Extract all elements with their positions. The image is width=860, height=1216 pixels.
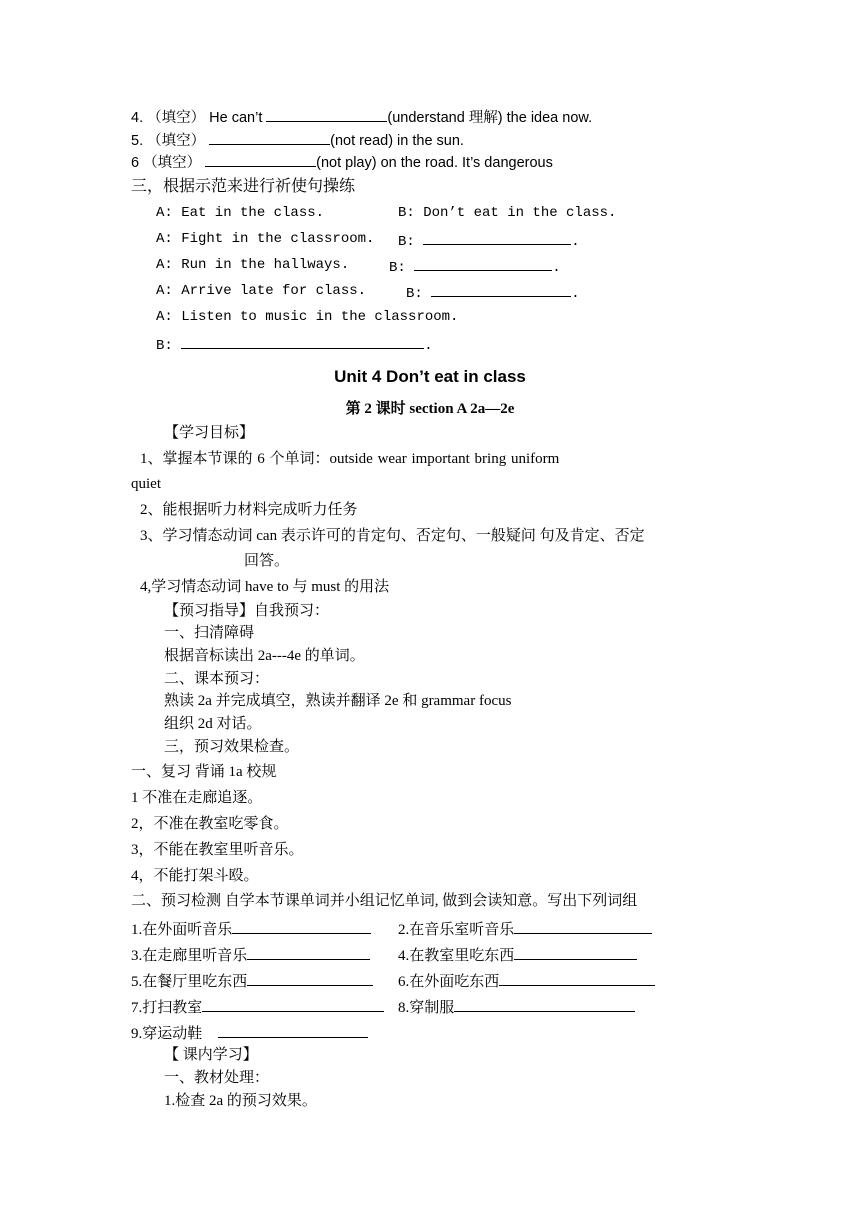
phrase-item [131,996,384,1018]
phrase-label: 1.在外面听音乐 [131,922,233,938]
drill-a: A: Run in the hallways. [156,257,350,273]
goal-2: 2、能根据听力材料完成听力任务 [140,502,358,518]
drill-a: A: Fight in the classroom. [156,231,375,247]
fill-item-4 [131,106,592,128]
answer-blank[interactable] [514,918,652,934]
drill-b-label: B: [398,234,424,250]
answer-blank[interactable] [454,996,635,1012]
drill-b-end: . [424,338,433,354]
phrase-item [398,918,652,940]
fill-item-text: 4. （填空） He can’t [131,110,267,126]
goals-heading: 【学习目标】 [164,425,255,441]
answer-blank[interactable] [232,918,371,934]
fill-item-text: (not play) on the road. It’s dangerous [316,155,553,171]
goal-3-cont: 回答。 [244,553,290,569]
preview-text: 组织 2d 对话。 [164,716,262,732]
material-heading: 一、教材处理： [164,1070,270,1086]
phrase-label: 5.在餐厅里吃东西 [131,974,248,990]
drill-b-label: B: [389,260,415,276]
answer-blank[interactable] [181,333,424,349]
phrase-item [131,918,371,940]
drill-a: A: Eat in the class. [156,205,325,221]
fill-item-text: (understand 理解) the idea now. [387,110,593,126]
preview-item: 二、课本预习： [164,671,270,687]
drill-a: A: Listen to music in the classroom. [156,309,459,325]
fill-item-text: 5. （填空） [131,133,210,149]
answer-blank[interactable] [218,1022,368,1038]
rule-item: 2，不准在教室吃零食。 [131,816,289,832]
inclass-heading: 【 课内学习】 [164,1047,258,1063]
drill-b [156,333,433,356]
phrase-label: 2.在音乐室听音乐 [398,922,515,938]
fill-item-6 [131,151,553,173]
phrase-label: 7.打扫教室 [131,1000,203,1016]
preview-text: 熟读 2a 并完成填空，熟读并翻译 2e 和 grammar focus [164,693,512,709]
answer-blank[interactable] [209,129,330,145]
answer-blank[interactable] [202,996,384,1012]
answer-blank[interactable] [499,970,655,986]
goal-3: 3、学习情态动词 can 表示许可的肯定句、否定句、一般疑问 句及肯定、否定 [140,528,645,544]
phrase-label: 3.在走廊里听音乐 [131,948,248,964]
drill-b-end: . [571,286,580,302]
preview-heading: 【预习指导】自我预习： [164,603,330,619]
answer-blank[interactable] [205,151,316,167]
phrase-label: 9.穿运动鞋 [131,1026,203,1042]
fill-item-5 [131,129,464,151]
fill-item-text: (not read) in the sun. [330,133,464,149]
check-heading: 二、预习检测 自学本节课单词并小组记忆单词, 做到会读知意。写出下列词组 [131,893,638,909]
answer-blank[interactable] [247,944,370,960]
goal-1: 1、掌握本节课的 6 个单词：outside wear important bring uniform [140,451,560,467]
answer-blank[interactable] [514,944,637,960]
answer-blank[interactable] [247,970,373,986]
goal-1-cont: quiet [131,476,161,492]
phrase-item [131,944,370,966]
phrase-label: 4.在教室里吃东西 [398,948,515,964]
fill-item-text: 6 （填空） [131,155,206,171]
drill-b: B: Don’t eat in the class. [398,205,617,221]
phrase-item [398,996,635,1018]
drill-b-label: B: [156,338,182,354]
drill-b [406,281,580,304]
drill-b [389,255,561,278]
rule-item: 4，不能打架斗殴。 [131,868,259,884]
answer-blank[interactable] [423,229,571,245]
material-item: 1.检查 2a 的预习效果。 [164,1093,317,1109]
drill-b-end: . [552,260,561,276]
drill-b-end: . [571,234,580,250]
drill-a: A: Arrive late for class. [156,283,367,299]
answer-blank[interactable] [266,106,387,122]
answer-blank[interactable] [414,255,552,271]
phrase-label: 8.穿制服 [398,1000,455,1016]
phrase-label: 6.在外面吃东西 [398,974,500,990]
lesson-title: 第 2 课时 section A 2a—2e [345,401,515,417]
preview-item: 一、扫清障碍 [164,625,255,641]
phrase-item [398,944,637,966]
preview-text: 根据音标读出 2a---4e 的单词。 [164,648,365,664]
phrase-item [131,970,373,992]
rule-item: 3，不能在教室里听音乐。 [131,842,304,858]
drill-b [398,229,580,252]
rule-item: 1 不准在走廊追逐。 [131,790,263,806]
goal-4: 4,学习情态动词 have to 与 must 的用法 [140,579,390,595]
review-heading: 一、复习 背诵 1a 校规 [131,764,277,780]
drill-b-label: B: [406,286,432,302]
phrase-item [398,970,655,992]
preview-item: 三，预习效果检查。 [164,739,300,755]
section3-heading: 三，根据示范来进行祈使句操练 [131,178,356,195]
unit-title: Unit 4 Don’t eat in class [334,367,526,386]
phrase-item [131,1022,368,1044]
answer-blank[interactable] [431,281,571,297]
